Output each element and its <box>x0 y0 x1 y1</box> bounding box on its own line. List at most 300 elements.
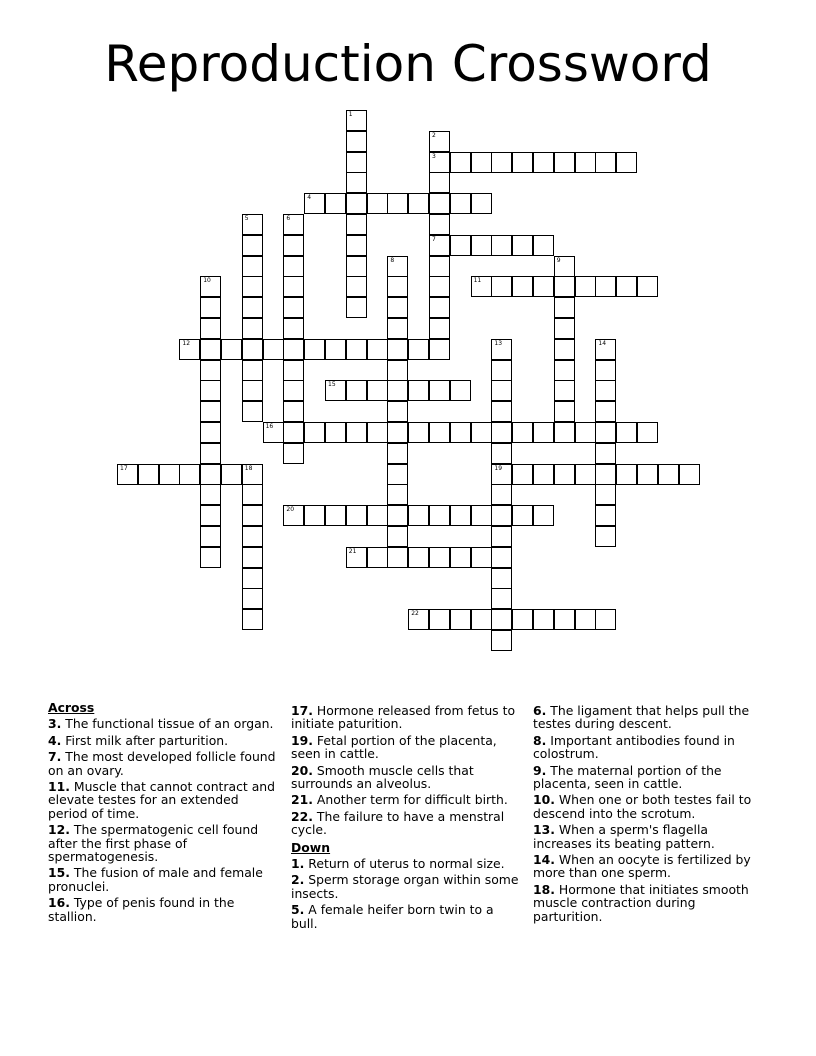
crossword-cell[interactable] <box>679 464 700 485</box>
clue-item <box>48 750 280 777</box>
crossword-cell[interactable] <box>429 276 450 297</box>
clue-item <box>291 764 523 791</box>
clue-item <box>48 866 280 893</box>
crossword-cell[interactable] <box>408 609 429 630</box>
crossword-cell[interactable] <box>491 443 512 464</box>
crossword-cell[interactable] <box>200 422 221 443</box>
crossword-cell[interactable] <box>408 339 429 360</box>
clue-text: The ligament that helps pull the testes during descent. <box>533 703 750 732</box>
crossword-cell[interactable] <box>595 609 616 630</box>
crossword-cell[interactable] <box>325 339 346 360</box>
crossword-cell[interactable] <box>450 380 471 401</box>
clue-number: 20. <box>291 762 313 778</box>
crossword-cell[interactable] <box>491 630 512 651</box>
crossword-cell[interactable] <box>242 339 263 360</box>
crossword-cell[interactable] <box>429 339 450 360</box>
crossword-cell[interactable] <box>283 297 304 318</box>
crossword-cell[interactable] <box>367 505 388 526</box>
page-title: Reproduction Crossword <box>104 35 712 93</box>
crossword-cell[interactable] <box>491 422 512 443</box>
crossword-cell[interactable] <box>159 464 180 485</box>
clues-column-2 <box>291 701 523 930</box>
clue-item <box>533 793 759 820</box>
crossword-cell[interactable] <box>512 276 533 297</box>
section-heading: Down <box>291 839 331 855</box>
clue-item <box>533 704 759 731</box>
clue-number: 22. <box>291 808 313 824</box>
clue-text: Sperm storage organ within some insects. <box>291 872 519 901</box>
crossword-cell[interactable] <box>200 505 221 526</box>
crossword-cell[interactable] <box>283 422 304 443</box>
cell-number: 20 <box>286 506 295 514</box>
cell-number: 7 <box>432 235 436 243</box>
clue-item <box>48 896 280 923</box>
cell-number: 21 <box>348 547 357 555</box>
crossword-cell[interactable] <box>325 193 346 214</box>
crossword-cell[interactable] <box>554 318 575 339</box>
crossword-cell[interactable] <box>429 505 450 526</box>
crossword-cell[interactable] <box>471 547 492 568</box>
crossword-cell[interactable] <box>200 526 221 547</box>
crossword-cell[interactable] <box>242 526 263 547</box>
crossword-cell[interactable] <box>533 152 554 173</box>
crossword-cell[interactable] <box>242 609 263 630</box>
crossword-cell[interactable] <box>346 214 367 235</box>
crossword-cell[interactable] <box>283 443 304 464</box>
crossword-cell[interactable] <box>283 360 304 381</box>
crossword-cell[interactable] <box>491 152 512 173</box>
clue-item <box>291 873 523 900</box>
crossword-cell[interactable] <box>491 484 512 505</box>
crossword-cell[interactable] <box>554 256 575 277</box>
crossword-cell[interactable] <box>533 464 554 485</box>
crossword-cell[interactable] <box>595 152 616 173</box>
cell-number: 6 <box>286 215 291 222</box>
clue-item <box>48 734 280 747</box>
crossword-cell[interactable] <box>408 193 429 214</box>
crossword-cell[interactable] <box>387 339 408 360</box>
crossword-cell[interactable] <box>242 547 263 568</box>
crossword-cell[interactable] <box>242 505 263 526</box>
crossword-cell[interactable] <box>595 464 616 485</box>
crossword-cell[interactable] <box>387 193 408 214</box>
crossword-cell[interactable] <box>491 505 512 526</box>
crossword-cell[interactable] <box>491 276 512 297</box>
crossword-cell[interactable] <box>554 609 575 630</box>
crossword-cell[interactable] <box>595 276 616 297</box>
crossword-cell[interactable] <box>387 484 408 505</box>
crossword-cell[interactable] <box>471 609 492 630</box>
crossword-cell[interactable] <box>387 443 408 464</box>
crossword-cell[interactable] <box>533 505 554 526</box>
crossword-cell[interactable] <box>325 380 346 401</box>
clue-text: When a sperm's flagella increases its beating pattern. <box>533 822 715 851</box>
crossword-cell[interactable] <box>283 380 304 401</box>
crossword-cell[interactable] <box>595 380 616 401</box>
clue-item <box>291 793 523 806</box>
crossword-cell[interactable] <box>200 360 221 381</box>
crossword-cell[interactable] <box>242 380 263 401</box>
crossword-cell[interactable] <box>595 443 616 464</box>
crossword-cell[interactable] <box>304 339 325 360</box>
clue-item <box>48 780 280 820</box>
crossword-cell[interactable] <box>595 401 616 422</box>
crossword-cell[interactable] <box>200 547 221 568</box>
crossword-cell[interactable] <box>554 401 575 422</box>
cell-number: 15 <box>328 381 336 389</box>
crossword-cell[interactable] <box>491 235 512 256</box>
crossword-cell[interactable] <box>138 464 159 485</box>
crossword-cell[interactable] <box>200 401 221 422</box>
crossword-cell[interactable] <box>346 380 367 401</box>
crossword-cell[interactable] <box>346 422 367 443</box>
crossword-cell[interactable] <box>387 256 408 277</box>
crossword-cell[interactable] <box>387 547 408 568</box>
crossword-cell[interactable] <box>387 464 408 485</box>
crossword-cell[interactable] <box>512 235 533 256</box>
cell-number: 9 <box>556 256 561 264</box>
crossword-cell[interactable] <box>387 360 408 381</box>
crossword-cell[interactable] <box>283 339 304 360</box>
crossword-cell[interactable] <box>242 360 263 381</box>
clue-text: Return of uterus to normal size. <box>304 856 505 872</box>
crossword-cell[interactable] <box>346 172 367 193</box>
cell-number: 22 <box>411 610 419 618</box>
clue-item <box>533 734 759 761</box>
crossword-cell[interactable] <box>554 276 575 297</box>
crossword-cell[interactable] <box>533 276 554 297</box>
crossword-cell[interactable] <box>242 401 263 422</box>
crossword-cell[interactable] <box>367 339 388 360</box>
crossword-cell[interactable] <box>637 276 658 297</box>
crossword-cell[interactable] <box>616 152 637 173</box>
crossword-cell[interactable] <box>595 339 616 360</box>
crossword-cell[interactable] <box>491 339 512 360</box>
crossword-cell[interactable] <box>616 276 637 297</box>
crossword-cell[interactable] <box>595 360 616 381</box>
crossword-cell[interactable] <box>242 276 263 297</box>
crossword-cell[interactable] <box>283 214 304 235</box>
section-heading: Across <box>48 700 95 715</box>
crossword-cell[interactable] <box>533 609 554 630</box>
crossword-cell[interactable] <box>346 276 367 297</box>
crossword-cell[interactable] <box>429 297 450 318</box>
clue-item <box>291 857 523 870</box>
crossword-cell[interactable] <box>450 547 471 568</box>
crossword-cell[interactable] <box>242 297 263 318</box>
crossword-cell[interactable] <box>367 193 388 214</box>
clue-text: The spermatogenic cell found after the first phase of spermatogenesis. <box>48 822 259 865</box>
crossword-cell[interactable] <box>533 422 554 443</box>
clue-number: 15. <box>48 865 70 881</box>
crossword-cell[interactable] <box>408 380 429 401</box>
crossword-cell[interactable] <box>304 193 325 214</box>
crossword-cell[interactable] <box>200 276 221 297</box>
crossword-cell[interactable] <box>346 505 367 526</box>
crossword-cell[interactable] <box>429 193 450 214</box>
crossword-cell[interactable] <box>575 609 596 630</box>
clue-number: 6. <box>533 703 547 718</box>
clue-number: 19. <box>291 732 313 748</box>
crossword-cell[interactable] <box>429 172 450 193</box>
crossword-cell[interactable] <box>554 297 575 318</box>
clue-number: 16. <box>48 895 70 911</box>
clues-column-1 <box>48 701 280 923</box>
crossword-cell[interactable] <box>283 401 304 422</box>
crossword-cell[interactable] <box>512 152 533 173</box>
crossword-cell[interactable] <box>367 547 388 568</box>
clue-text: The fusion of male and female pronuclei. <box>48 865 263 894</box>
crossword-cell[interactable] <box>658 464 679 485</box>
crossword-cell[interactable] <box>637 464 658 485</box>
crossword-cell[interactable] <box>429 547 450 568</box>
crossword-cell[interactable] <box>616 464 637 485</box>
crossword-cell[interactable] <box>304 505 325 526</box>
crossword-cell[interactable] <box>491 588 512 609</box>
crossword-cell[interactable] <box>471 276 492 297</box>
crossword-cell[interactable] <box>387 505 408 526</box>
crossword-cell[interactable] <box>200 443 221 464</box>
cell-number: 18 <box>244 464 253 472</box>
crossword-cell[interactable] <box>283 235 304 256</box>
crossword-cell[interactable] <box>554 152 575 173</box>
clue-text: First milk after parturition. <box>61 732 229 748</box>
crossword-cell[interactable] <box>283 276 304 297</box>
crossword-cell[interactable] <box>595 505 616 526</box>
clue-text: Fetal portion of the placenta, seen in cattle. <box>291 732 497 762</box>
crossword-cell[interactable] <box>554 339 575 360</box>
crossword-cell[interactable] <box>408 547 429 568</box>
clue-number: 17. <box>291 703 313 718</box>
clue-number: 11. <box>48 779 70 795</box>
crossword-cell[interactable] <box>491 526 512 547</box>
crossword-cell[interactable] <box>283 505 304 526</box>
clue-text: The most developed follicle found on an ovary. <box>48 749 276 778</box>
crossword-cell[interactable] <box>450 235 471 256</box>
crossword-cell[interactable] <box>283 256 304 277</box>
crossword-cell[interactable] <box>221 464 242 485</box>
crossword-cell[interactable] <box>221 339 242 360</box>
crossword-cell[interactable] <box>346 131 367 152</box>
crossword-cell[interactable] <box>429 214 450 235</box>
crossword-cell[interactable] <box>429 131 450 152</box>
cell-number: 16 <box>265 423 274 430</box>
crossword-cell[interactable] <box>554 422 575 443</box>
crossword-cell[interactable] <box>616 422 637 443</box>
cell-number: 13 <box>494 339 503 347</box>
crossword-cell[interactable] <box>242 588 263 609</box>
crossword-cell[interactable] <box>304 422 325 443</box>
clue-text: A female heifer born twin to a bull. <box>291 902 494 931</box>
clue-number: 12. <box>48 822 70 838</box>
crossword-cell[interactable] <box>200 484 221 505</box>
crossword-cell[interactable] <box>429 318 450 339</box>
cell-number: 19 <box>494 464 503 472</box>
crossword-cell[interactable] <box>429 235 450 256</box>
clue-text: When one or both testes fail to descend into the scrotum. <box>533 792 752 821</box>
crossword-cell[interactable] <box>242 256 263 277</box>
crossword-cell[interactable] <box>387 276 408 297</box>
crossword-cell[interactable] <box>429 380 450 401</box>
clue-text: Hormone that initiates smooth muscle contraction during parturition. <box>533 881 749 924</box>
crossword-cell[interactable] <box>242 235 263 256</box>
crossword-cell[interactable] <box>117 464 138 485</box>
crossword-cell[interactable] <box>429 152 450 173</box>
crossword-cell[interactable] <box>554 360 575 381</box>
clue-number: 7. <box>48 749 62 765</box>
crossword-cell[interactable] <box>491 360 512 381</box>
cell-number: 1 <box>348 111 353 118</box>
cell-number: 17 <box>120 464 128 472</box>
clue-text: When an oocyte is fertilized by more than one sperm. <box>533 852 751 881</box>
clue-text: The functional tissue of an organ. <box>61 716 274 732</box>
cell-number: 10 <box>203 277 211 285</box>
crossword-cell[interactable] <box>325 505 346 526</box>
crossword-cell[interactable] <box>242 464 263 485</box>
crossword-cell[interactable] <box>200 318 221 339</box>
crossword-cell[interactable] <box>346 256 367 277</box>
crossword-cell[interactable] <box>554 464 575 485</box>
crossword-cell[interactable] <box>346 339 367 360</box>
crossword-cell[interactable] <box>346 110 367 131</box>
crossword-cell[interactable] <box>367 380 388 401</box>
clue-text: Another term for difficult birth. <box>312 792 508 808</box>
crossword-cell[interactable] <box>387 318 408 339</box>
clue-item <box>48 823 280 863</box>
clue-number: 9. <box>533 762 547 778</box>
crossword-cell[interactable] <box>491 401 512 422</box>
cell-number: 14 <box>598 339 607 347</box>
crossword-cell[interactable] <box>450 609 471 630</box>
crossword-cell[interactable] <box>471 505 492 526</box>
clue-number: 8. <box>533 732 547 748</box>
clue-item <box>533 883 759 923</box>
crossword-cell[interactable] <box>575 152 596 173</box>
clue-text: Hormone released from fetus to initiate paturition. <box>291 703 516 732</box>
crossword-cell[interactable] <box>346 193 367 214</box>
crossword-cell[interactable] <box>491 464 512 485</box>
clue-item <box>291 734 523 761</box>
clue-text: The maternal portion of the placenta, seen in cattle. <box>533 762 722 792</box>
crossword-cell[interactable] <box>471 422 492 443</box>
crossword-cell[interactable] <box>367 422 388 443</box>
crossword-cell[interactable] <box>554 380 575 401</box>
crossword-cell[interactable] <box>408 422 429 443</box>
crossword-cell[interactable] <box>263 422 284 443</box>
crossword-cell[interactable] <box>200 380 221 401</box>
crossword-cell[interactable] <box>242 318 263 339</box>
crossword-cell[interactable] <box>346 297 367 318</box>
crossword-cell[interactable] <box>450 152 471 173</box>
clue-text: Important antibodies found in colostrum. <box>533 732 735 762</box>
clue-number: 14. <box>533 852 555 868</box>
cell-number: 12 <box>182 339 191 347</box>
crossword-cell[interactable] <box>512 505 533 526</box>
clue-text: Type of penis found in the stallion. <box>48 895 235 924</box>
crossword-cell[interactable] <box>491 380 512 401</box>
clue-number: 13. <box>533 822 555 838</box>
crossword-cell[interactable] <box>387 422 408 443</box>
clue-number: 2. <box>291 872 305 888</box>
clue-item <box>48 717 280 730</box>
clue-number: 5. <box>291 902 305 918</box>
crossword-cell[interactable] <box>429 256 450 277</box>
crossword-cell[interactable] <box>242 214 263 235</box>
crossword-cell[interactable] <box>387 297 408 318</box>
crossword-cell[interactable] <box>533 235 554 256</box>
crossword-cell[interactable] <box>491 568 512 589</box>
crossword-cell[interactable] <box>325 422 346 443</box>
crossword-cell[interactable] <box>575 276 596 297</box>
crossword-cell[interactable] <box>263 339 284 360</box>
crossword-cell[interactable] <box>242 568 263 589</box>
clue-item <box>533 823 759 850</box>
clue-number: 18. <box>533 881 555 897</box>
crossword-cell[interactable] <box>179 464 200 485</box>
crossword-cell[interactable] <box>450 505 471 526</box>
crossword-cell[interactable] <box>200 339 221 360</box>
clue-number: 21. <box>291 792 313 808</box>
crossword-cell[interactable] <box>346 547 367 568</box>
cell-number: 8 <box>390 256 395 264</box>
crossword-cell[interactable] <box>450 422 471 443</box>
crossword-cell[interactable] <box>512 609 533 630</box>
clue-text: Muscle that cannot contract and elevate testes for an extended period of time. <box>48 779 276 821</box>
crossword-cell[interactable] <box>491 547 512 568</box>
crossword-cell[interactable] <box>408 505 429 526</box>
crossword-cell[interactable] <box>387 401 408 422</box>
crossword-cell[interactable] <box>637 422 658 443</box>
clue-item <box>291 903 523 930</box>
clue-text: Smooth muscle cells that surrounds an alveolus. <box>291 762 474 792</box>
crossword-cell[interactable] <box>595 526 616 547</box>
crossword-cell[interactable] <box>575 422 596 443</box>
crossword-cell[interactable] <box>242 484 263 505</box>
crossword-cell[interactable] <box>346 235 367 256</box>
clue-item <box>291 810 523 837</box>
crossword-cell[interactable] <box>512 422 533 443</box>
crossword-cell[interactable] <box>595 484 616 505</box>
crossword-cell[interactable] <box>387 526 408 547</box>
crossword-cell[interactable] <box>512 464 533 485</box>
crossword-cell[interactable] <box>471 152 492 173</box>
crossword-cell[interactable] <box>575 464 596 485</box>
clue-text: The failure to have a menstral cycle. <box>291 808 505 838</box>
clue-number: 3. <box>48 716 62 732</box>
crossword-cell[interactable] <box>450 193 471 214</box>
clue-item <box>533 853 759 880</box>
clue-item <box>291 704 523 731</box>
crossword-cell[interactable] <box>491 609 512 630</box>
clue-number: 10. <box>533 792 555 808</box>
clue-number: 1. <box>291 856 305 872</box>
crossword-cell[interactable] <box>200 464 221 485</box>
crossword-cell[interactable] <box>429 422 450 443</box>
crossword-cell[interactable] <box>429 609 450 630</box>
clues-column-3 <box>533 701 759 923</box>
cell-number: 4 <box>307 194 312 202</box>
crossword-cell[interactable] <box>595 422 616 443</box>
crossword-cell[interactable] <box>283 318 304 339</box>
crossword-cell[interactable] <box>471 235 492 256</box>
crossword-cell[interactable] <box>179 339 200 360</box>
crossword-cell[interactable] <box>346 152 367 173</box>
cell-number: 5 <box>244 215 249 222</box>
crossword-cell[interactable] <box>387 380 408 401</box>
crossword-cell[interactable] <box>471 193 492 214</box>
crossword-cell[interactable] <box>200 297 221 318</box>
clue-number: 4. <box>48 732 62 748</box>
